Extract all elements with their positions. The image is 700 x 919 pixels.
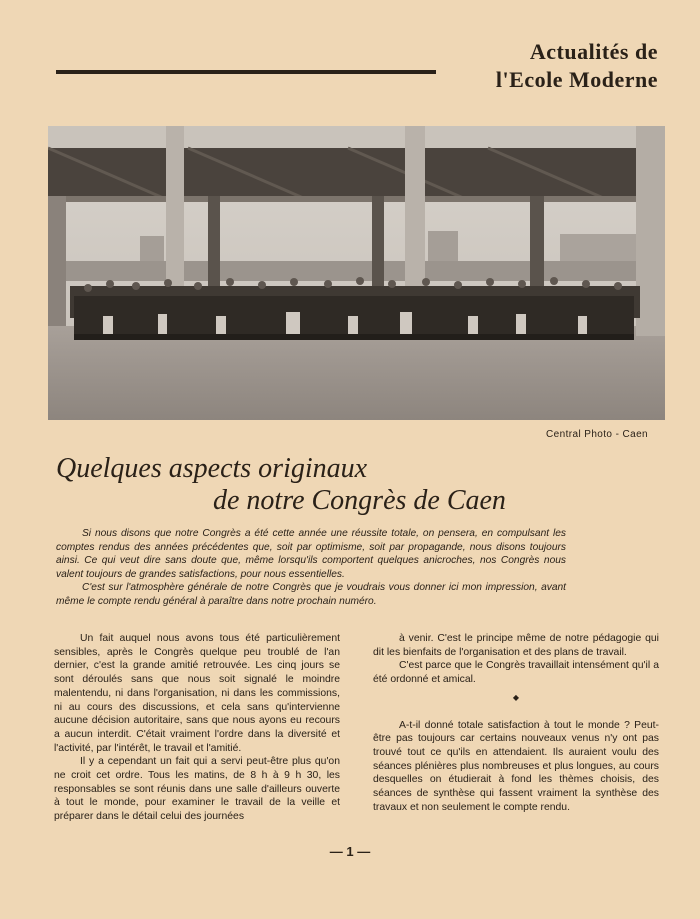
left-column: [54, 632, 340, 824]
title-line-1: Quelques aspects originaux: [56, 453, 368, 484]
group-photo: [48, 126, 665, 420]
body-paragraph: A-t-il donné totale satisfaction à tout le monde ? Peut-être pas toujours car certains nouveaux venus n'y ont pas trouvé tout ce qu'ils en attendaient. Ils auraient voulu des séances plénières plus nombreuses et plus longues, au cours desquelles on étudierait à fond les thèmes choisis, des séances de synthèse qui fassent vraiment la synthèse des travaux et non seulement le compte rendu.: [373, 719, 659, 813]
intro-paragraph: C'est sur l'atmosphère générale de notre Congrès que je voudrais vous donner ici mon impression, avant même le compte rendu général à paraître dans notre prochain numéro.: [56, 582, 566, 607]
photo-illustration: [48, 126, 665, 420]
body-paragraph: Il y a cependant un fait qui a servi peut-être plus qu'on ne croit cet ordre. Tous les matins, de 8 h à 9 h 30, les responsables se sont réunis dans une salle d'ailleurs ouverte à tout le monde, pour examiner le travail de la veille et préparer dans le détail celui des journées: [54, 756, 340, 823]
diamond-separator-icon: ◆: [512, 692, 520, 702]
body-paragraph: à venir. C'est le principe même de notre pédagogie qui dit les bienfaits de l'organisation et des plans de travail.: [373, 633, 659, 658]
photo-credit: Central Photo - Caen: [546, 429, 648, 440]
masthead-line-2: l'Ecole Moderne: [495, 67, 658, 92]
right-column: [373, 632, 659, 814]
intro-paragraph: Si nous disons que notre Congrès a été cette année une réussite totale, on pensera, en compulsant les comptes rendus des années précédentes que, soit par optimisme, soit par propagande, nous disons toujours ainsi. Ce qui veut dire sans doute que, même lorsqu'ils comportent quelques anicroches, nos Congrès nous valent toujours de grandes satisfactions, pour nous essentielles.: [56, 528, 566, 580]
body-paragraph: Un fait auquel nous avons tous été particulièrement sensibles, après le Congrès quelque peu troublé de l'an dernier, c'est la grande amitié retrouvée. Les cinq jours se sont déroulés sans que nous soit signalé le moindre malentendu, ni dans l'organisation, ni dans les commissions, ni au cours des discussions, et cela sans qu'intervienne aucune décision autoritaire, sans que nous ayons eu recours a aucun interdit. C'était vraiment l'ordre dans la diversité et l'activité, par l'intérêt, le travail et l'amitié.: [54, 633, 340, 754]
masthead-rule: [56, 70, 436, 74]
masthead-line-1: Actualités de: [529, 39, 658, 64]
masthead: [496, 38, 658, 94]
article-title: [56, 453, 576, 517]
page-number: — 1 —: [329, 844, 371, 859]
title-line-2: de notre Congrès de Caen: [213, 485, 506, 516]
body-paragraph: C'est parce que le Congrès travaillait intensément qu'il a été ordonné et amical.: [373, 660, 659, 686]
article-intro: [56, 527, 566, 609]
